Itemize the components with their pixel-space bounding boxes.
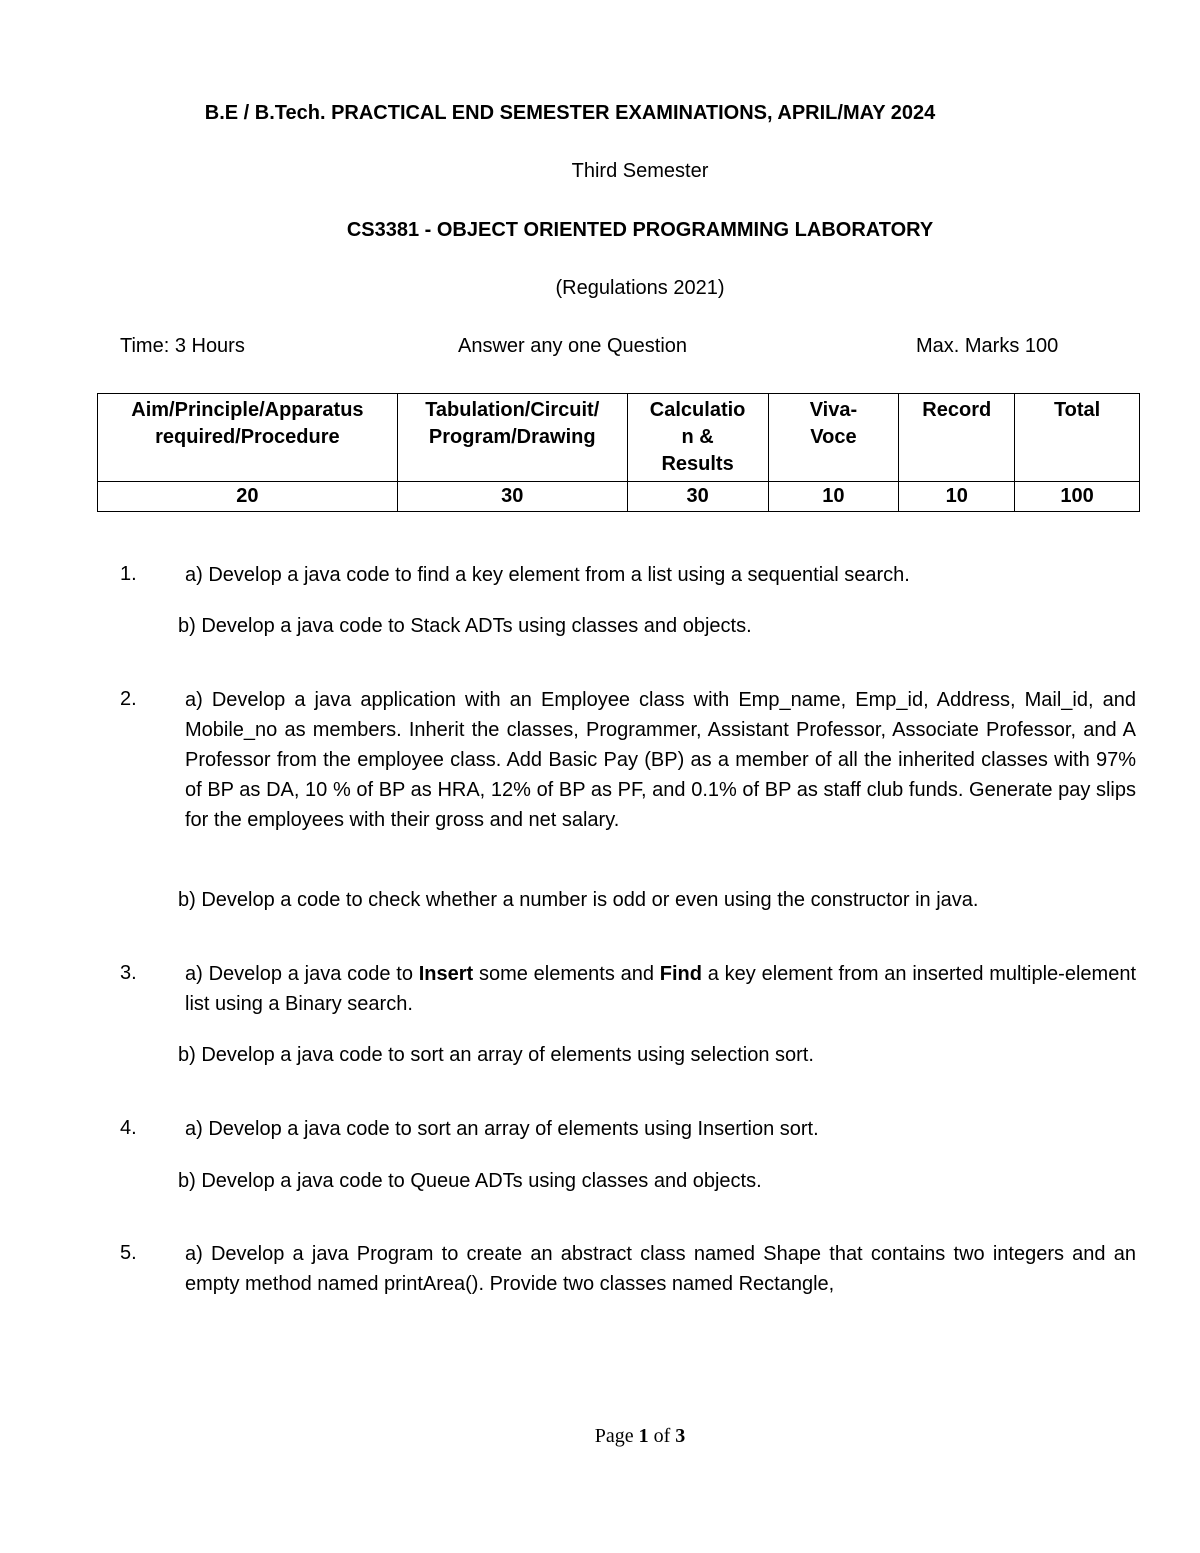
header-line: Total	[1053, 399, 1101, 421]
marks-table-values-row	[98, 482, 1140, 512]
question-3b: b) Develop a java code to sort an array of elements using selection sort.	[178, 1044, 814, 1066]
question-number: 5.	[120, 1242, 137, 1264]
question-3a-bold-insert: Insert	[418, 963, 474, 985]
page-total: 3	[675, 1425, 686, 1447]
header-cell-aim	[98, 394, 398, 482]
header-line: Calculatio	[649, 399, 746, 421]
time-label: Time: 3 Hours	[120, 335, 245, 357]
header-line: n &	[681, 426, 714, 448]
marks-table	[97, 393, 1140, 512]
of-word: of	[653, 1425, 671, 1447]
question-3a-text: some elements and	[473, 963, 660, 985]
value-cell-calculation: 30	[627, 482, 768, 512]
page-word: Page	[594, 1425, 634, 1447]
question-number: 3.	[120, 962, 137, 984]
header-line: Voce	[810, 426, 857, 448]
course-title: CS3381 - OBJECT ORIENTED PROGRAMMING LABORATORY	[346, 219, 934, 241]
semester-label: Third Semester	[571, 160, 709, 182]
value-cell-viva: 10	[768, 482, 899, 512]
value-cell-total: 100	[1015, 482, 1140, 512]
question-number: 2.	[120, 688, 137, 710]
marks-table-header-row	[98, 394, 1140, 482]
question-5a: a) Develop a java Program to create an abstract class named Shape that contains two integers and an empty method named printArea(). Provide two classes named Rectangle,	[185, 1243, 1136, 1295]
question-4b: b) Develop a java code to Queue ADTs using classes and objects.	[178, 1170, 762, 1192]
question-4a: a) Develop a java code to sort an array of elements using Insertion sort.	[185, 1118, 819, 1140]
question-1b: b) Develop a java code to Stack ADTs using classes and objects.	[178, 615, 752, 637]
header-cell-calculation	[627, 394, 768, 482]
question-3a-text: a) Develop a java code to	[185, 963, 419, 985]
value-cell-record: 10	[899, 482, 1015, 512]
value-cell-aim: 20	[98, 482, 398, 512]
page-current: 1	[638, 1425, 649, 1447]
page-footer	[0, 1425, 1200, 1448]
question-3a	[185, 959, 1136, 1019]
header-cell-tabulation	[397, 394, 627, 482]
question-3a-text: a key element from an inserted multiple-element list using a Binary search.	[185, 963, 1136, 1015]
header-line: Tabulation/Circuit/	[425, 399, 600, 421]
header-line: Viva-	[809, 399, 858, 421]
exam-title: B.E / B.Tech. PRACTICAL END SEMESTER EXAMINATIONS, APRIL/MAY 2024	[204, 102, 936, 124]
value-cell-tabulation: 30	[397, 482, 627, 512]
question-number: 4.	[120, 1117, 137, 1139]
question-2b: b) Develop a code to check whether a number is odd or even using the constructor in java.	[178, 889, 979, 911]
header-cell-viva	[768, 394, 899, 482]
header-cell-total	[1015, 394, 1140, 482]
header-line: Program/Drawing	[428, 426, 596, 448]
regulations-label: (Regulations 2021)	[555, 277, 725, 299]
question-1a: a) Develop a java code to find a key element from a list using a sequential search.	[185, 564, 910, 586]
header-line: required/Procedure	[155, 426, 340, 448]
instruction-label: Answer any one Question	[458, 335, 688, 357]
header-line: Aim/Principle/Apparatus	[131, 399, 364, 421]
header-cell-record	[899, 394, 1015, 482]
question-number: 1.	[120, 563, 137, 585]
max-marks-label: Max. Marks 100	[916, 335, 1059, 357]
question-3a-bold-find: Find	[659, 963, 702, 985]
header-line: Record	[922, 399, 992, 421]
header-line: Results	[661, 453, 734, 475]
question-2a: a) Develop a java application with an Employee class with Emp_name, Emp_id, Address, Mail_id, and Mobile_no as members. Inherit the classes, Programmer, Assistant Professor, Associate Professor, and A Professor from the employee class. Add Basic Pay (BP) as a member of all the inherited classes with 97% of BP as DA, 10 % of BP as HRA, 12% of BP as PF, and 0.1% of BP as staff club funds. Generate pay slips for the employees with their gross and net salary.	[185, 689, 1136, 831]
